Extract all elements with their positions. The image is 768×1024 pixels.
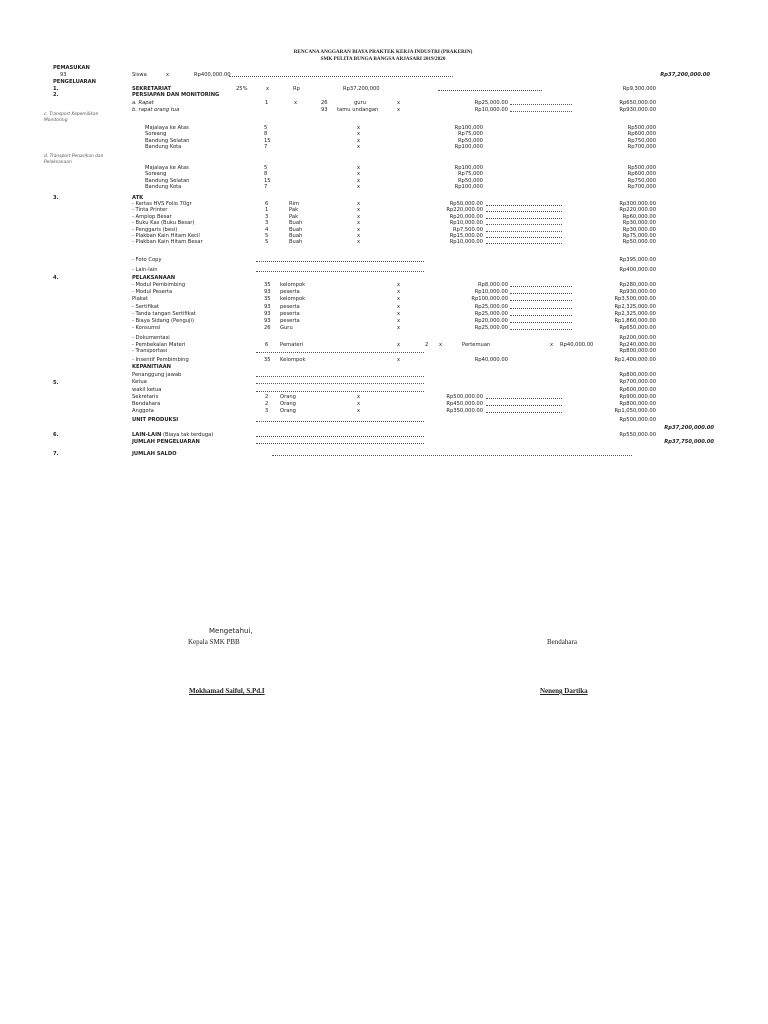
pelaksanaan-x: x <box>397 325 401 332</box>
insentif-total: Rp1,400,000.00 <box>614 357 656 363</box>
section-1-number: 1. <box>53 86 59 92</box>
jumlah-pengeluaran-total: Rp37,750,000.00 <box>664 439 714 445</box>
transport-x: x <box>357 131 361 138</box>
section-6-title: LAIN-LAIN <box>132 432 162 438</box>
leader-dots <box>256 271 424 272</box>
section-1-base: Rp37,200,000 <box>343 86 380 92</box>
pelaksanaan-item: - Konsumsi <box>132 325 161 332</box>
panitia-role: Penanggung jawab <box>132 372 182 378</box>
panitia-total: Rp1,050,000.00 <box>614 408 656 415</box>
section-1-x: x <box>266 86 270 92</box>
side-label: Monitoring <box>44 118 68 123</box>
pelaksanaan-price: Rp25,000.00 <box>474 303 508 310</box>
pelaksanaan-unit: kelompok <box>280 282 306 288</box>
section-4-title: PELAKSANAAN <box>132 275 176 281</box>
section-7-title: JUMLAH SALDO <box>132 451 177 457</box>
insentif-x: x <box>397 357 401 363</box>
atk-x: x <box>357 207 361 214</box>
leader-dots <box>256 421 424 422</box>
document-title: RENCANA ANGGARAN BIAYA PRAKTEK KERJA INDUSTRI (PRAKERIN) <box>293 49 473 55</box>
pelaksanaan-price: Rp20,000.00 <box>474 318 508 324</box>
atk-x: x <box>357 233 361 239</box>
atk-price: Rp7,500.00 <box>453 226 483 233</box>
atk-price: Rp15,000.00 <box>449 233 483 239</box>
dokumentasi-item: - Dokumentasi <box>132 335 170 341</box>
rapat-x2: x <box>397 100 401 106</box>
leader-dots <box>486 412 562 413</box>
rapat-x2: x <box>397 107 401 113</box>
section-4-number: 4. <box>53 275 59 281</box>
pelaksanaan-price: Rp25,000.00 <box>474 310 508 317</box>
panitia-unit: Orang <box>280 394 296 400</box>
atk-price: Rp10,000.00 <box>449 220 483 227</box>
insentif-qty: 35 <box>264 357 271 363</box>
atk-unit: Buah <box>289 233 303 239</box>
pelaksanaan-total: Rp280,000.00 <box>619 282 656 288</box>
pelaksanaan-x: x <box>397 289 401 296</box>
pemasukan-qty: 93 <box>60 72 67 78</box>
atk-unit: Buah <box>289 220 303 227</box>
dokumentasi-total: Rp200,000.00 <box>619 335 656 341</box>
pembekalan-unit2: Pertemuan <box>462 342 491 348</box>
pembekalan-item: - Pembekalan Materi <box>132 342 186 348</box>
atk-total: Rp50,000.00 <box>622 239 656 246</box>
leader-dots <box>486 405 562 406</box>
pelaksanaan-total: Rp1,860,000.00 <box>614 318 656 324</box>
panitia-price: Rp350,000.00 <box>446 408 483 415</box>
pelaksanaan-x: x <box>397 318 401 324</box>
atk-x: x <box>357 213 361 220</box>
leader-dots <box>256 352 424 353</box>
atk-item: - Kertas HVS Folio 70gr <box>132 201 192 207</box>
section-7-number: 7. <box>53 451 59 457</box>
transport-price: Rp50,000 <box>457 177 483 184</box>
atk-total: Rp30,000.00 <box>622 220 656 227</box>
pelaksanaan-qty: 93 <box>264 289 271 296</box>
pelaksanaan-qty: 26 <box>264 325 271 332</box>
pembekalan-x: x <box>397 342 401 348</box>
transport-qty: 5 <box>264 125 268 131</box>
transport-total: Rp750,000 <box>627 137 656 144</box>
leader-dots <box>486 211 562 212</box>
transport-price: Rp100,000 <box>454 144 483 151</box>
transport-qty: 7 <box>264 144 268 151</box>
panitia-total: Rp800,000.00 <box>619 401 656 408</box>
pembekalan-x3: x <box>550 342 554 348</box>
rapat-q1: 1 <box>265 100 269 106</box>
leader-dots <box>486 224 562 225</box>
pembekalan-x2: x <box>439 342 443 348</box>
atk-unit: Pak <box>289 207 299 214</box>
transport-qty: 15 <box>264 137 271 144</box>
side-label: c. Transport Kepemilikan <box>44 112 99 117</box>
leader-dots <box>256 443 424 444</box>
pelaksanaan-item: - Biaya Sidang (Penguji) <box>132 318 194 324</box>
unitproduksi-title: UNIT PRODUKSI <box>132 417 179 423</box>
rapat-total: Rp930,000.00 <box>619 107 656 113</box>
panitia-role: Anggota <box>132 408 154 415</box>
pelaksanaan-item: - Modul Peserta <box>132 289 173 296</box>
fotocopy-total: Rp395,000.00 <box>619 257 656 263</box>
pelaksanaan-x: x <box>397 296 401 303</box>
pelaksanaan-qty: 35 <box>264 296 271 303</box>
atk-qty: 3 <box>265 213 269 220</box>
pelaksanaan-qty: 93 <box>264 303 271 310</box>
section-1-title: SEKRETARIAT <box>132 86 172 92</box>
unitproduksi-total: Rp500,000.00 <box>619 417 656 423</box>
rapat-unit: tamu undangan <box>337 107 379 113</box>
panitia-x: x <box>357 401 361 408</box>
insentif-price: Rp40,000.00 <box>474 357 508 363</box>
transport-qty: 15 <box>264 177 271 184</box>
kepala-label: Kepala SMK PBB <box>188 638 240 646</box>
atk-item: - Penggaris (besi) <box>132 226 178 233</box>
rapat-q2: 26 <box>321 100 328 106</box>
pelaksanaan-x: x <box>397 310 401 317</box>
leader-dots <box>486 398 562 399</box>
rapat-price: Rp10,000.00 <box>474 107 508 113</box>
pelaksanaan-unit: peserta <box>280 289 300 296</box>
transport-price: Rp100,000 <box>454 125 483 131</box>
leader-dots <box>486 231 562 232</box>
section-1-percent: 25% <box>236 86 248 92</box>
section-6-number: 6. <box>53 432 59 438</box>
atk-qty: 1 <box>265 207 269 214</box>
pelaksanaan-unit: kelompok <box>280 296 306 303</box>
rapat-price: Rp25,000.00 <box>474 100 508 106</box>
panitia-role: Bendahara <box>132 401 161 408</box>
section-1-rp: Rp <box>293 86 300 92</box>
atk-total: Rp30,000.00 <box>622 226 656 233</box>
panitia-x: x <box>357 408 361 415</box>
jumlah-pengeluaran-label: JUMLAH PENGELUARAN <box>132 439 200 445</box>
pelaksanaan-unit: peserta <box>280 310 300 317</box>
atk-total: Rp60,000.00 <box>622 213 656 220</box>
pelaksanaan-x: x <box>397 303 401 310</box>
pelaksanaan-x: x <box>397 282 401 288</box>
leader-dots <box>256 383 424 384</box>
transport-total: Rp600,000 <box>627 171 656 178</box>
atk-qty: 5 <box>265 233 269 239</box>
transport-qty: 8 <box>264 171 268 178</box>
transport-x: x <box>357 137 361 144</box>
leader-dots <box>486 243 562 244</box>
kepanitiaan-title: KEPANITIAAN <box>132 364 172 370</box>
document-subtitle: SMK PELITA BUNGA BANGSA ARJASARI 2019/2020 <box>320 56 446 62</box>
panitia-role: Ketua <box>132 379 147 386</box>
transport-place: Soreang <box>145 171 167 178</box>
section-6-note: (Biaya tak terduga) <box>163 432 214 438</box>
insentif-unit: Kelompok <box>280 357 306 363</box>
atk-total: Rp220,000.00 <box>619 207 656 214</box>
panitia-price: Rp500,000.00 <box>446 394 483 400</box>
transport-total: Rp700,000 <box>627 184 656 191</box>
atk-price: Rp10,000.00 <box>449 239 483 246</box>
pelaksanaan-item: - Sertifikat <box>132 303 160 310</box>
pembekalan-price: Rp40,000.00 <box>560 342 594 348</box>
rapat-unit: guru <box>354 100 367 106</box>
leader-dots <box>510 104 572 105</box>
rapat-label: b. rapat orang tua <box>132 107 180 113</box>
pelaksanaan-total: Rp3,500,000.00 <box>614 296 656 303</box>
transport-place: Bandung Kota <box>145 184 182 191</box>
insentif-item: - Insentif Pembimbing <box>132 357 189 363</box>
atk-qty: 6 <box>265 201 269 207</box>
pemasukan-price: Rp400,000.00 <box>194 72 231 78</box>
side-label: Pelaksanaan <box>44 160 72 165</box>
transport-qty: 7 <box>264 184 268 191</box>
pelaksanaan-item: Plakat <box>132 296 148 303</box>
section-1-total: Rp9,300,000 <box>622 86 656 92</box>
leader-dots <box>510 329 572 330</box>
pelaksanaan-qty: 93 <box>264 318 271 324</box>
panitia-total: Rp900,000.00 <box>619 394 656 400</box>
transport-x: x <box>357 165 361 171</box>
atk-total: Rp75,000.00 <box>622 233 656 239</box>
atk-item: - Tinta Printer <box>132 207 168 214</box>
transport-price: Rp75,000 <box>457 171 483 178</box>
rapat-q2: 93 <box>321 107 328 113</box>
pelaksanaan-qty: 93 <box>264 310 271 317</box>
panitia-unit: Orang <box>280 408 296 415</box>
side-label: d. Transport Penarikan dan <box>44 154 104 159</box>
atk-price: Rp220,000.00 <box>446 207 483 214</box>
atk-unit: Rim <box>289 201 300 207</box>
leader-dots <box>229 76 453 77</box>
atk-unit: Pak <box>289 213 299 220</box>
lainlain-item: - Lain-lain <box>132 267 158 273</box>
pembekalan-qty2: 2 <box>425 342 429 348</box>
signatory-kepala-name: Mokhamad Saiful, S.Pd.I <box>189 687 265 695</box>
leader-dots <box>510 315 572 316</box>
atk-price: Rp20,000.00 <box>449 213 483 220</box>
leader-dots <box>256 436 424 437</box>
panitia-price: Rp450,000.00 <box>446 401 483 408</box>
leader-dots <box>510 300 572 301</box>
transport-price: Rp75,000 <box>457 131 483 138</box>
atk-unit: Buah <box>289 226 303 233</box>
pelaksanaan-unit: Guru <box>280 325 293 332</box>
leader-dots <box>256 391 424 392</box>
transport-place: Soreang <box>145 131 167 138</box>
pengeluaran-label: PENGELUARAN <box>53 79 97 85</box>
leader-dots <box>510 286 572 287</box>
leader-dots <box>510 111 572 112</box>
fotocopy-item: - Foto Copy <box>132 257 162 263</box>
atk-item: - Plakban Kain Hitam Kecil <box>132 233 200 239</box>
pelaksanaan-price: Rp100,000.00 <box>471 296 508 303</box>
transport-x: x <box>357 171 361 178</box>
panitia-qty: 2 <box>265 401 269 408</box>
transport-place: Majalaya ke Atas <box>145 165 189 171</box>
leader-dots <box>256 261 424 262</box>
transport-place: Bandung Selatan <box>145 137 190 144</box>
transport-total: Rp500,000 <box>627 125 656 131</box>
pelaksanaan-total: Rp2,325,000.00 <box>614 310 656 317</box>
lainlain-total: Rp400,000.00 <box>619 267 656 273</box>
panitia-x: x <box>357 394 361 400</box>
atk-unit: Buah <box>289 239 303 246</box>
pemasukan-label: PEMASUKAN <box>53 65 90 71</box>
transport-x: x <box>357 184 361 191</box>
section-2-number: 2. <box>53 92 59 98</box>
pemasukan-x: x <box>166 72 170 78</box>
transport-qty: 5 <box>264 165 268 171</box>
pelaksanaan-unit: peserta <box>280 303 300 310</box>
rapat-label: a. Rapat <box>132 100 154 106</box>
rapat-total: Rp650,000.00 <box>619 100 656 106</box>
leader-dots <box>256 376 424 377</box>
section-6-total: Rp550,000.00 <box>619 432 656 438</box>
atk-qty: 4 <box>265 226 269 233</box>
panitia-qty: 3 <box>265 408 269 415</box>
leader-dots <box>510 293 572 294</box>
transport-x: x <box>357 177 361 184</box>
panitia-total: Rp700,000.00 <box>619 379 656 386</box>
pelaksanaan-price: Rp25,000.00 <box>474 325 508 332</box>
panitia-role: wakil ketua <box>132 386 162 393</box>
section-3-title: ATK <box>132 195 144 201</box>
atk-item: - Plakban Kain Hitam Besar <box>132 239 203 246</box>
transport-total: Rp700,000 <box>627 144 656 151</box>
pembekalan-unit: Pemateri <box>280 342 304 348</box>
panitia-role: Sekretaris <box>132 394 159 400</box>
atk-total: Rp300,000.00 <box>619 201 656 207</box>
pelaksanaan-qty: 35 <box>264 282 271 288</box>
pelaksanaan-total: Rp2,325,000.00 <box>614 303 656 310</box>
atk-qty: 5 <box>265 239 269 246</box>
pemasukan-unit: Siswa <box>132 72 147 78</box>
section-3-number: 3. <box>53 195 59 201</box>
leader-dots <box>486 205 562 206</box>
section-5-number: 5. <box>53 380 59 386</box>
panitia-unit: Orang <box>280 401 296 408</box>
leader-dots <box>510 322 572 323</box>
pelaksanaan-total: Rp650,000.00 <box>619 325 656 332</box>
leader-dots <box>438 90 542 91</box>
transport-price: Rp50,000 <box>457 137 483 144</box>
transport-price: Rp100,000 <box>454 184 483 191</box>
atk-x: x <box>357 226 361 233</box>
pelaksanaan-price: Rp8,000.00 <box>478 282 508 288</box>
pelaksanaan-item: - Modul Pembimbing <box>132 282 186 288</box>
mengetahui-label: Mengetahui, <box>209 627 253 635</box>
pelaksanaan-item: - Tanda tangan Sertifikat <box>132 310 196 317</box>
leader-dots <box>272 455 632 456</box>
pelaksanaan-unit: peserta <box>280 318 300 324</box>
atk-item: - Buku Kas (Buku Besar) <box>132 220 195 227</box>
pemasukan-total: Rp37,200,000.00 <box>660 72 710 78</box>
pelaksanaan-total: Rp930,000.00 <box>619 289 656 296</box>
transport-total: Rp750,000 <box>627 177 656 184</box>
rapat-x1: x <box>294 100 298 106</box>
transport-total: Rp500,000 <box>627 165 656 171</box>
subtotal: Rp37,200,000.00 <box>664 425 714 431</box>
leader-dots <box>510 308 572 309</box>
transportasi-item: - Transportasi <box>132 348 168 354</box>
transport-x: x <box>357 144 361 151</box>
transport-x: x <box>357 125 361 131</box>
panitia-total: Rp600,000.00 <box>619 386 656 393</box>
atk-qty: 3 <box>265 220 269 227</box>
transport-place: Bandung Kota <box>145 144 182 151</box>
pembekalan-total: Rp240,000.00 <box>619 342 656 348</box>
atk-price: Rp50,000.00 <box>449 201 483 207</box>
panitia-total: Rp800,000.00 <box>619 372 656 378</box>
transportasi-total: Rp800,000.00 <box>619 348 656 354</box>
transport-qty: 8 <box>264 131 268 138</box>
atk-x: x <box>357 239 361 246</box>
atk-item: - Amplop Besar <box>132 213 172 220</box>
atk-x: x <box>357 220 361 227</box>
bendahara-label: Bendahara <box>547 638 577 646</box>
transport-total: Rp600,000 <box>627 131 656 138</box>
signatory-bendahara-name: Neneng Dartika <box>540 687 588 695</box>
pelaksanaan-price: Rp10,000.00 <box>474 289 508 296</box>
panitia-qty: 2 <box>265 394 269 400</box>
leader-dots <box>486 237 562 238</box>
atk-x: x <box>357 201 361 207</box>
transport-place: Bandung Selatan <box>145 177 190 184</box>
transport-place: Majalaya ke Atas <box>145 125 189 131</box>
leader-dots <box>486 218 562 219</box>
transport-price: Rp100,000 <box>454 165 483 171</box>
pembekalan-qty: 6 <box>265 342 269 348</box>
section-2-title: PERSIAPAN DAN MONITORING <box>132 92 220 98</box>
